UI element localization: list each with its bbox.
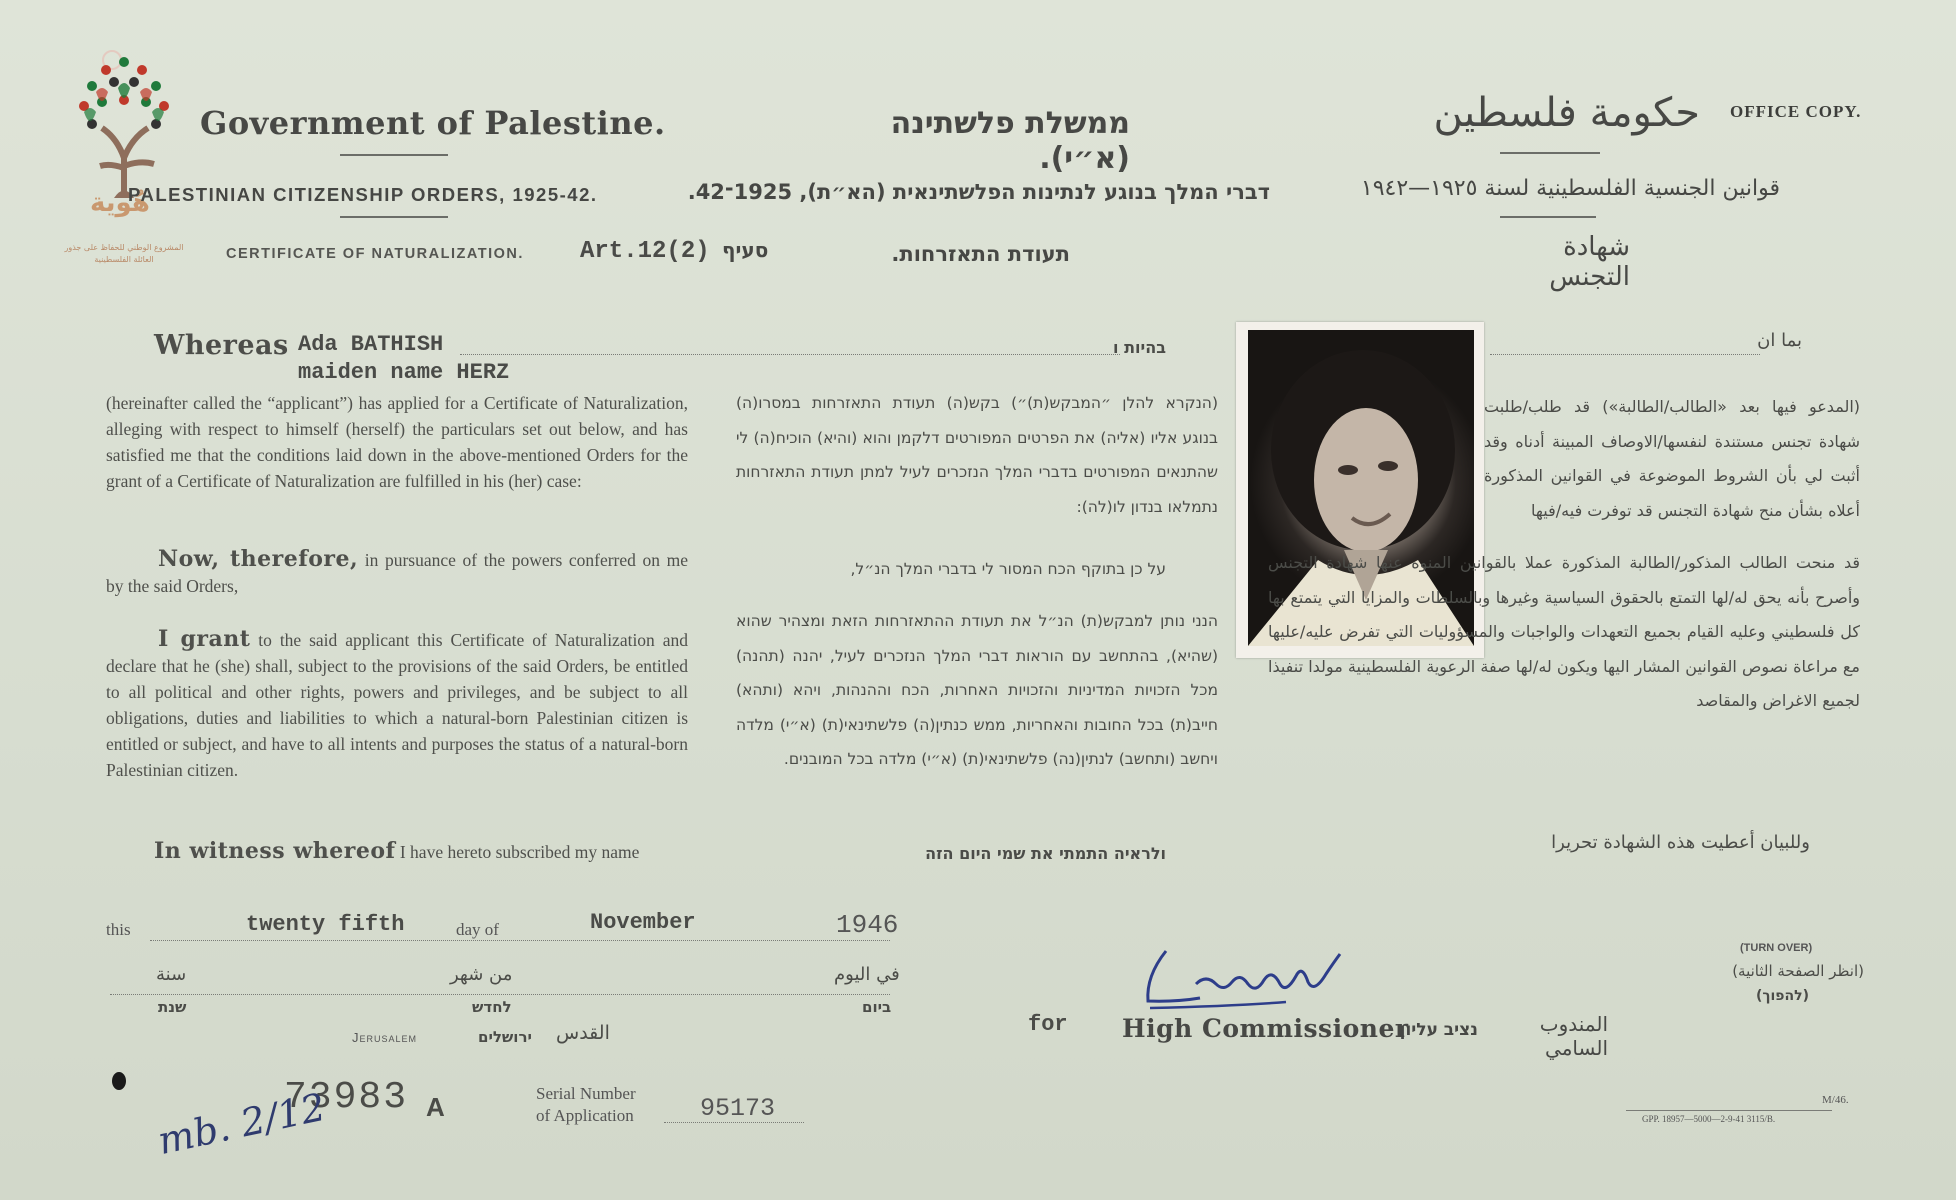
office-copy-label: OFFICE COPY. <box>1730 102 1862 121</box>
whereas-arabic: بما ان <box>1757 330 1802 351</box>
date-year-value: 1946 <box>836 910 899 940</box>
hebrew-witness: ולראיה התמתי את שמי היום הזה <box>925 844 1166 863</box>
date-day-value: twenty fifth <box>246 912 405 937</box>
high-commissioner-hebrew: נציב עליון <box>1399 1020 1478 1040</box>
month-arabic: من شهر <box>450 964 513 985</box>
article-number: Art.12(2) <box>580 238 710 265</box>
orders-hebrew: דברי המלך בנוגע לנתינות הפלשתינאית (הא״ת), 1925־42. <box>687 180 1270 204</box>
certificate-arabic: شهادة التجنس <box>1549 232 1630 292</box>
place-arabic: القدس <box>556 1022 610 1044</box>
logo-caption: هُوية <box>90 188 150 218</box>
family-tree-icon <box>62 48 192 198</box>
certificate-hebrew: תעודת התאזרחות. <box>891 242 1070 266</box>
day-arabic: في اليوم <box>834 964 900 985</box>
orders-english: PALESTINIAN CITIZENSHIP ORDERS, 1925-42. <box>128 184 598 205</box>
year-hebrew: שנת <box>158 998 187 1016</box>
serial-label-line-1: Serial Number <box>536 1084 636 1103</box>
turn-over-label: (TURN OVER) <box>1740 942 1813 954</box>
witness-text: I have hereto subscribed my name <box>395 842 640 862</box>
form-code: M/46. <box>1822 1094 1849 1106</box>
date-day-of-label: day of <box>456 920 499 939</box>
applicant-maiden-name: maiden name HERZ <box>298 360 510 385</box>
english-paragraph-3 <box>106 626 688 783</box>
orders-underline-en <box>340 216 448 218</box>
serial-label-line-2: of Application <box>536 1106 634 1125</box>
date-dotted-line <box>150 940 890 941</box>
certificate-english: CERTIFICATE OF NATURALIZATION. <box>226 246 524 262</box>
serial-number-value: 95173 <box>700 1094 776 1123</box>
whereas-dotted-line <box>460 354 1120 355</box>
signature-for-label: for <box>1028 1012 1068 1037</box>
certificate-number: 73983 <box>284 1076 409 1119</box>
printer-info: GPP. 18957—5000—2-9-41 3115/B. <box>1642 1114 1776 1124</box>
ink-dot <box>112 1072 126 1090</box>
hebrew-paragraph-2: על כן בתוקף הכח המסור לי בדברי המלך הנ״ל, <box>850 560 1166 578</box>
handwritten-note: mb. 2/12 <box>154 1084 330 1164</box>
title-english-underline <box>340 154 448 156</box>
certificate-number-suffix: A <box>426 1092 445 1122</box>
turn-over-arabic: (انظر الصفحة الثانية) <box>1732 962 1864 980</box>
whereas-hebrew: בהיות ו <box>1113 338 1166 357</box>
year-arabic: سنة <box>156 964 187 985</box>
title-arabic-underline <box>1500 152 1600 154</box>
arabic-witness: وللبيان أعطيت هذه الشهادة تحريرا <box>1551 832 1810 853</box>
whereas-dotted-line-ar <box>1490 354 1760 355</box>
english-witness <box>154 838 714 865</box>
date-dotted-line-2 <box>110 994 890 995</box>
english-paragraph-2 <box>106 546 688 599</box>
now-therefore-lead: Now, therefore, <box>158 546 359 572</box>
turn-over-hebrew: (להפוך) <box>1756 988 1810 1004</box>
i-grant-text: to the said applicant this Certificate of Naturalization and declare that he (she) shall, subject to the provisions of the said Orders, be entitled to all political and other rights, powers and privileges, and be subject to all obligations, duties and liabilities to which a natural-born Palestinian citizen is entitled or subject, and have to all intents and purposes the status of a natural-born Palestinian citizen. <box>106 630 688 780</box>
arabic-paragraph-2: قد منحت الطالب المذكور/الطالبة المذكورة عملا بالقوانين المنوه عنها شهادة التجنس وأصرح بأنه يحق له/لها التمتع بالحقوق السياسية وغيرها وبالسلطات والمزايا التي يتمتع بها كل فلسطيني وعليه القيام بجميع التعهدات والواجبات والمسؤوليات التي تفرض عليه/عليها مع مراعاة نصوص القوانين المشار اليها ويكون له/لها صفة الرعوية الفلسطينية مولدا تنفيذا لجميع الاغراض والمقاصد <box>1268 553 1860 710</box>
i-grant-lead: I grant <box>158 626 251 652</box>
whereas-label: Whereas <box>154 330 289 361</box>
hebrew-paragraph-1: (הנקרא להלן ״המבקש(ת)״) בקש(ה) תעודת התאזרחות במסרו(ה) בנוגע אליו (אליה) את הפרטים המפורטים דלקמן והוא (והיא) הוכיח(ה) לי שהתנאים המפורטים בדברי המלך הנזכרים לעיל למתן תעודת התאזרחות נתמלאו בנדון לו(לה): <box>736 394 1218 516</box>
logo-subcaption: المشروع الوطني للحفاظ على جذور العائلة الفلسطينية <box>64 243 184 264</box>
month-hebrew: לחדש <box>472 998 512 1016</box>
english-paragraph-1: (hereinafter called the “applicant”) has applied for a Certificate of Naturalization, alleging with respect to himself (herself) the particulars set out below, and has satisfied me that the conditions laid down in the above-mentioned Orders for the grant of a Certificate of Naturalization are fulfilled in his (her) case: <box>106 393 688 491</box>
place-hebrew: ירושלים <box>478 1028 532 1046</box>
high-commissioner-english: High Commissioner <box>1122 1014 1409 1043</box>
serial-dotted-line <box>664 1122 804 1123</box>
hawiya-logo <box>62 48 192 264</box>
date-this-label: this <box>106 920 131 939</box>
hebrew-paragraph-3: הנני נותן למבקש(ת) הנ״ל את תעודת ההתאזרחות הזאת ומצהיר שהוא (שהיא), בהתחשב עם הוראות דברי המלך הנזכרים לעיל, יהנה (תהנה) מכל הזכויות המדיניות והזכויות האחרות, הכח וההנהות, ויהא (ותהא) חייב(ת) בכל החובות והאחריות, ממש כנתין(ה) פלשתינאי(ת) (א״י) מלדה ויחשב (ותחשב) לנתין(נה) פלשתינאי(ת) (א״י) מלדה בכל המובנים. <box>736 612 1218 768</box>
arabic-paragraph-1: (المدعو فيها بعد «الطالب/الطالبة») قد طلب/طلبت شهادة تجنس مستندة لنفسها/الاوصاف المبينة أدناه وقد أثبت لي بأن الشروط الموضوعة في القوانين المذكورة أعلاه بشأن منح شهادة التجنس قد توفرت فيه/فيها <box>1484 397 1860 520</box>
printer-line-rule <box>1626 1110 1832 1111</box>
orders-underline-ar <box>1500 216 1596 218</box>
title-hebrew: ממשלת פלשתינה (א״י). <box>890 106 1130 176</box>
signature-image <box>1136 946 1376 1016</box>
orders-arabic: قوانين الجنسية الفلسطينية لسنة ١٩٢٥—١٩٤٢ <box>1360 176 1780 201</box>
high-commissioner-arabic: المندوب السامي <box>1539 1012 1608 1060</box>
witness-lead: In witness whereof <box>154 838 396 864</box>
day-hebrew: ביום <box>862 998 892 1016</box>
place-english: Jerusalem <box>352 1030 418 1045</box>
applicant-name: Ada BATHISH <box>298 332 444 357</box>
date-month-value: November <box>590 910 696 935</box>
article-hebrew: סעיף <box>722 238 769 262</box>
now-therefore-text: in pursuance of the powers conferred on me by the said Orders, <box>106 550 689 596</box>
title-arabic: حكومة فلسطين <box>1433 90 1700 136</box>
title-english: Government of Palestine. <box>200 104 666 142</box>
